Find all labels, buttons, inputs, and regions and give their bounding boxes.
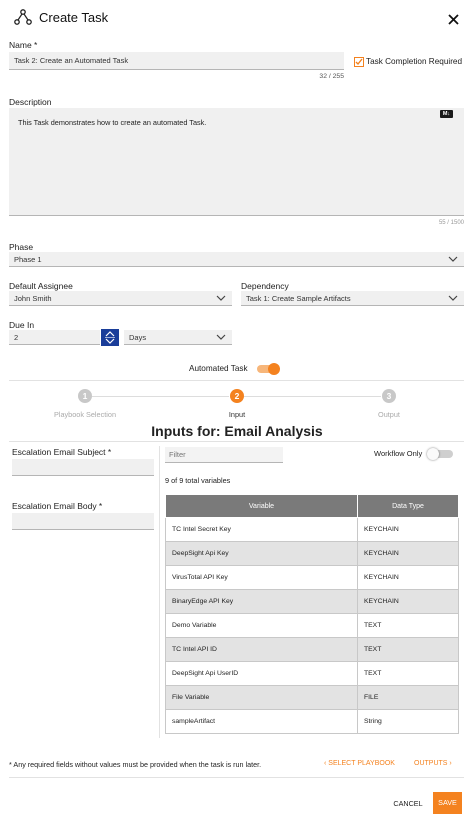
table-row[interactable] bbox=[166, 614, 459, 638]
close-icon[interactable] bbox=[448, 12, 459, 23]
body-input[interactable] bbox=[12, 513, 154, 530]
chevron-down-icon bbox=[448, 294, 458, 302]
variables-count: 9 of 9 total variables bbox=[165, 476, 231, 485]
markdown-icon[interactable]: M↓ bbox=[440, 110, 453, 118]
description-value: This Task demonstrates how to create an automated Task. bbox=[18, 118, 207, 127]
name-counter: 32 / 255 bbox=[319, 73, 344, 80]
table-row[interactable] bbox=[166, 710, 459, 734]
body-label: Escalation Email Body * bbox=[12, 501, 103, 511]
column-header-variable[interactable]: Variable bbox=[166, 495, 358, 518]
name-input[interactable] bbox=[9, 52, 344, 70]
table-row[interactable] bbox=[166, 542, 459, 566]
due-in-input[interactable] bbox=[9, 330, 100, 345]
footer-divider bbox=[9, 777, 464, 778]
variable-type: TEXT bbox=[358, 638, 459, 662]
assignee-select[interactable] bbox=[9, 291, 232, 306]
chevron-down-icon bbox=[216, 294, 226, 302]
variable-type: KEYCHAIN bbox=[358, 590, 459, 614]
due-in-spinner[interactable] bbox=[101, 329, 119, 346]
table-header-row bbox=[166, 495, 459, 518]
table-row[interactable] bbox=[166, 566, 459, 590]
description-counter: 55 / 1500 bbox=[438, 220, 464, 226]
table-row[interactable] bbox=[166, 662, 459, 686]
chevron-down-icon bbox=[448, 255, 458, 263]
assignee-label: Default Assignee bbox=[9, 281, 73, 291]
task-completion-checkbox[interactable] bbox=[354, 57, 364, 67]
select-playbook-label: SELECT PLAYBOOK bbox=[328, 760, 395, 767]
dependency-label: Dependency bbox=[241, 281, 289, 291]
variable-name: DeepSight Api UserID bbox=[166, 662, 358, 686]
table-row[interactable] bbox=[166, 518, 459, 542]
variable-type: KEYCHAIN bbox=[358, 566, 459, 590]
step-1-circle[interactable]: 1 bbox=[78, 389, 92, 403]
select-playbook-button[interactable] bbox=[324, 760, 395, 767]
phase-value: Phase 1 bbox=[14, 254, 42, 264]
dependency-select[interactable] bbox=[241, 291, 464, 306]
step-3-circle[interactable]: 3 bbox=[382, 389, 396, 403]
save-button[interactable]: SAVE bbox=[433, 792, 462, 814]
variable-type: TEXT bbox=[358, 662, 459, 686]
step-3-label[interactable]: Output bbox=[378, 410, 400, 419]
variable-name: TC Intel API ID bbox=[166, 638, 358, 662]
phase-label: Phase bbox=[9, 242, 34, 252]
automated-task-label: Automated Task bbox=[189, 364, 248, 373]
chevron-left-icon: ‹ bbox=[324, 760, 329, 767]
vertical-divider bbox=[159, 446, 160, 738]
dialog-title: Create Task bbox=[39, 10, 109, 25]
required-fields-note: * Any required fields without values must be provided when the task is run later. bbox=[9, 760, 262, 769]
description-textarea[interactable] bbox=[9, 108, 464, 216]
subject-input[interactable] bbox=[12, 459, 154, 476]
assignee-value: John Smith bbox=[14, 293, 52, 303]
cancel-button[interactable]: CANCEL bbox=[393, 799, 423, 808]
variable-type: TEXT bbox=[358, 614, 459, 638]
due-in-value: 2 bbox=[14, 332, 19, 342]
step-1-label[interactable]: Playbook Selection bbox=[53, 410, 117, 419]
variable-name: TC Intel Secret Key bbox=[166, 518, 358, 542]
subject-label: Escalation Email Subject * bbox=[12, 447, 112, 457]
column-header-data-type[interactable]: Data Type bbox=[358, 495, 459, 518]
variable-type: KEYCHAIN bbox=[358, 542, 459, 566]
stepper-connector bbox=[92, 396, 229, 397]
automated-task-toggle[interactable] bbox=[257, 363, 281, 375]
variable-name: VirusTotal API Key bbox=[166, 566, 358, 590]
variable-name: BinaryEdge API Key bbox=[166, 590, 358, 614]
variable-type: KEYCHAIN bbox=[358, 518, 459, 542]
due-in-label: Due In bbox=[9, 320, 35, 330]
step-2-circle[interactable]: 2 bbox=[230, 389, 244, 403]
stepper-connector bbox=[244, 396, 381, 397]
outputs-button[interactable] bbox=[414, 760, 452, 767]
phase-select[interactable] bbox=[9, 252, 464, 267]
variable-name: DeepSight Api Key bbox=[166, 542, 358, 566]
step-2-label[interactable]: Input bbox=[228, 410, 246, 419]
name-value: Task 2: Create an Automated Task bbox=[14, 56, 129, 65]
chevron-right-icon: › bbox=[447, 760, 452, 767]
table-row[interactable] bbox=[166, 638, 459, 662]
variable-name: Demo Variable bbox=[166, 614, 358, 638]
workflow-only-label: Workflow Only bbox=[374, 449, 423, 458]
description-label: Description bbox=[9, 97, 52, 107]
variable-name: File Variable bbox=[166, 686, 358, 710]
variable-name: sampleArtifact bbox=[166, 710, 358, 734]
workflow-only-toggle[interactable] bbox=[427, 448, 454, 460]
due-in-unit-select[interactable] bbox=[124, 330, 232, 345]
inputs-title: Inputs for: Email Analysis bbox=[151, 423, 323, 439]
variable-type: FILE bbox=[358, 686, 459, 710]
variable-type: String bbox=[358, 710, 459, 734]
name-label: Name * bbox=[9, 40, 38, 50]
due-in-unit-value: Days bbox=[129, 332, 147, 342]
divider bbox=[9, 380, 464, 381]
filter-input[interactable] bbox=[165, 447, 283, 463]
table-row[interactable] bbox=[166, 590, 459, 614]
inputs-divider bbox=[9, 441, 464, 442]
dependency-value: Task 1: Create Sample Artifacts bbox=[246, 293, 351, 303]
outputs-label: OUTPUTS bbox=[414, 760, 448, 767]
workflow-icon bbox=[14, 9, 32, 25]
table-row[interactable] bbox=[166, 686, 459, 710]
chevron-down-icon bbox=[216, 333, 226, 341]
variables-table bbox=[165, 494, 459, 734]
task-completion-label: Task Completion Required bbox=[366, 57, 463, 66]
